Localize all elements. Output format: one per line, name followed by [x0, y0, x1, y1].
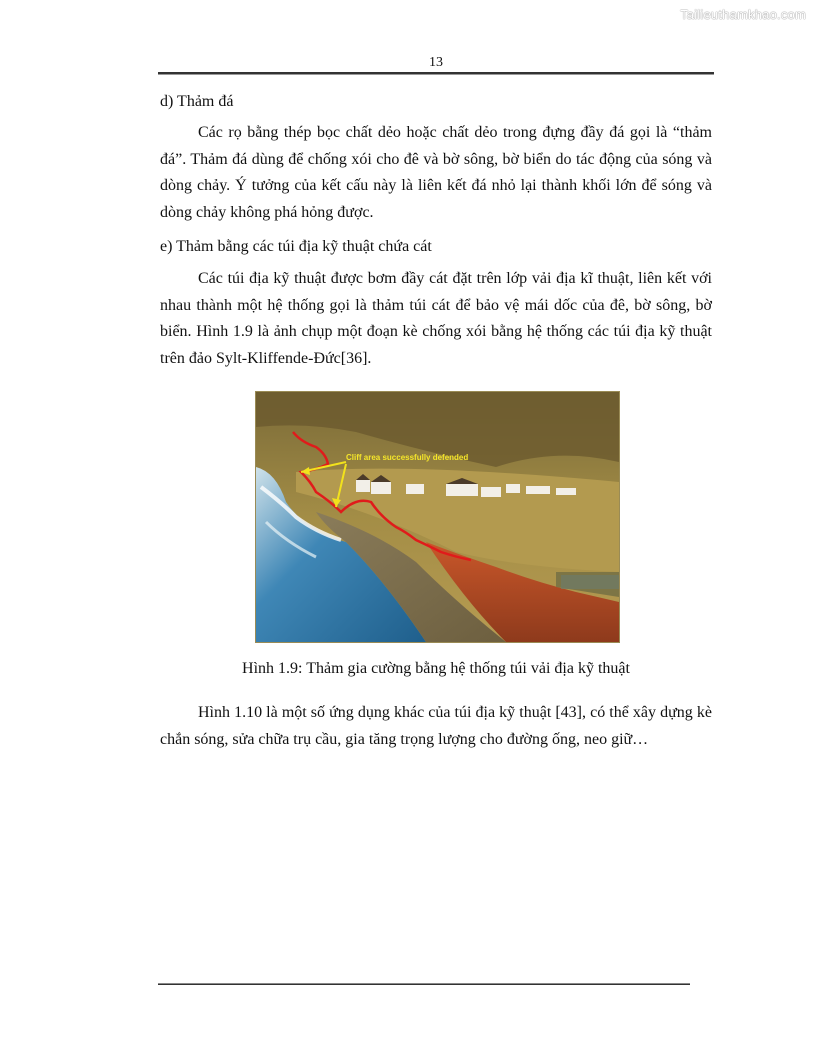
header-rule [158, 72, 714, 75]
watermark: Tailieuthamkhao.com [680, 7, 806, 22]
figure-photo [255, 391, 620, 643]
section-e-heading: e) Thảm bằng các túi địa kỹ thuật chứa cát [160, 238, 432, 255]
section-e-paragraph: Các túi địa kỹ thuật được bơm đầy cát đặt trên lớp vải địa kĩ thuật, liên kết với nhau thành một hệ thống gọi là thảm túi cát để bảo vệ mái dốc của đê, bờ sông, bờ biển. Hình 1.9 là ảnh chụp một đoạn kè chống xói bằng hệ thống các túi địa kỹ thuật trên đảo Sylt-Kliffende-Đức[36]. [160, 270, 712, 367]
coastal-cliff-photo [256, 392, 619, 642]
figure-annotation: Cliff area successfully defended [346, 453, 469, 462]
figure-caption: Hình 1.9: Thảm gia cường bằng hệ thống túi vải địa kỹ thuật [242, 660, 630, 677]
closing-paragraph: Hình 1.10 là một số ứng dụng khác của túi địa kỹ thuật [43], có thể xây dựng kè chắn sóng, sửa chữa trụ cầu, gia tăng trọng lượng cho đường ống, neo giữ… [160, 704, 712, 748]
section-d-paragraph: Các rọ bằng thép bọc chất dẻo hoặc chất dẻo trong đựng đầy đá gọi là “thảm đá”. Thảm đá dùng để chống xói cho đê và bờ sông, bờ biển do tác động của sóng và dòng chảy. Ý tưởng của kết cấu này là liên kết đá nhỏ lại thành khối lớn để sóng và dòng chảy không phá hỏng được. [160, 124, 712, 221]
footer-rule [158, 983, 690, 985]
page-number: 13 [429, 55, 443, 70]
section-d-heading: d) Thảm đá [160, 93, 234, 110]
